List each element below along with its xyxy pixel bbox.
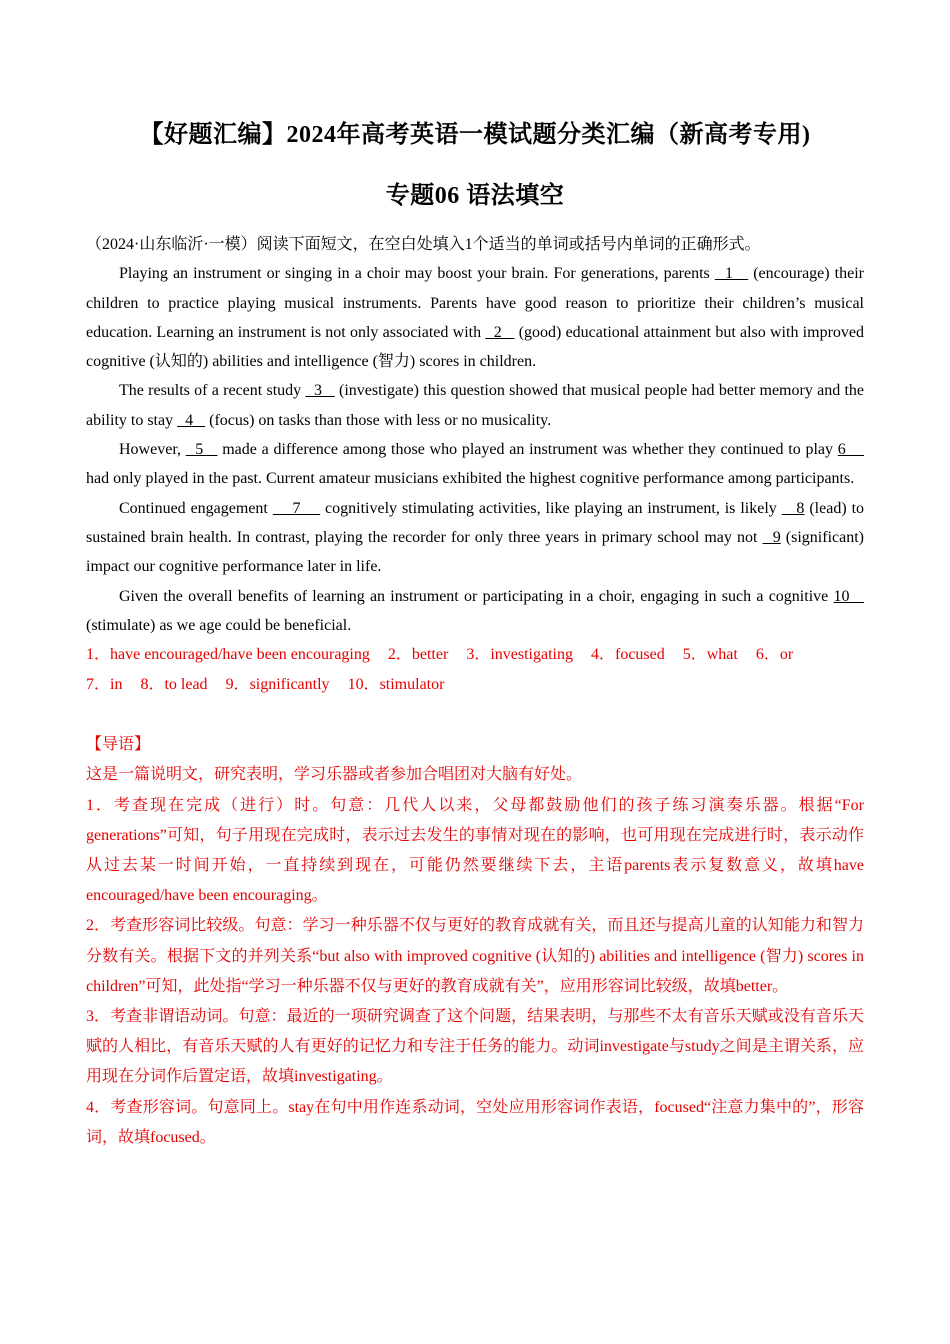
answer-item: 5．what (682, 646, 738, 664)
explanation-heading: 【导语】 (86, 736, 151, 754)
passage-paragraph-2: The results of a recent study 3 (investigate) this question showed that musical people had better memory and the ability to stay 4 (focus) on tasks than those with less or no musicality. (86, 382, 865, 429)
blank-7: 7 (272, 499, 321, 517)
answer-item: 6．or (755, 646, 794, 664)
answer-item: 4．focused (590, 646, 665, 664)
passage-paragraph-5: Given the overall benefits of learning an instrument or participating in a choir, engaging in such a cognitive 10 (stimulate) as we age could be beneficial. (86, 587, 864, 634)
answer-item: 8．to lead (140, 676, 208, 694)
answer-item: 2．better (387, 646, 449, 664)
explanation-item-3: 3．考查非谓语动词。句意：最近的一项研究调查了这个问题，结果表明，与那些不太有音乐天赋或没有音乐天赋的人相比，有音乐天赋的人有更好的记忆力和专注于任务的能力。动词investigate与study之间是主谓关系，应用现在分词作后置定语，故填investigating。 (86, 1007, 864, 1086)
explanation-item-1: 1．考查现在完成（进行）时。句意：几代人以来，父母都鼓励他们的孩子练习演奏乐器。根据“For generations”可知，句子用现在完成时，表示过去发生的事情对现在的影响，也可用现在完成进行时，表示动作从过去某一时间开始，一直持续到现在，可能仍然要继续下去，主语parents表示复数意义，故填have encouraged/have been encouraging。 (86, 796, 864, 905)
explanation-item-4: 4．考查形容词。句意同上。stay在句中用作连系动词，空处应用形容词作表语，focused“注意力集中的”，形容词，故填focused。 (86, 1098, 864, 1146)
passage-paragraph-4: Continued engagement 7 cognitively stimulating activities, like playing an instrument, is likely 8 (lead) to sustained brain health. In contrast, playing the recorder for only three years in primary school may not 9 (significant) impact our cognitive performance later in life. (86, 499, 865, 576)
answer-item: 9．significantly (225, 676, 330, 694)
blank-9: 9 (762, 528, 781, 546)
answer-item: 1．have encouraged/have been encouraging (86, 646, 370, 664)
answer-item: 10．stimulator (347, 676, 445, 694)
answer-item: 3．investigating (466, 646, 573, 664)
answer-item: 7．in (86, 676, 123, 694)
blank-3: 3 (305, 382, 335, 400)
document-title: 【好题汇编】2024年高考英语一模试题分类汇编（新高考专用) (139, 122, 811, 148)
blank-10: 10 (833, 587, 864, 605)
blank-8: 8 (781, 499, 805, 517)
question-intro: （2024·山东临沂·一模）阅读下面短文，在空白处填入1个适当的单词或括号内单词的正确形式。 (86, 236, 761, 253)
explanation-item-2: 2．考查形容词比较级。句意：学习一种乐器不仅与更好的教育成就有关，而且还与提高儿童的认知能力和智力分数有关。根据下文的并列关系“but also with improved cognitive (认知的) abilities and intelligence (智力) scores in children”可知，此处指“学习一种乐器不仅与更好的教育成就有关”，应用形容词比较级，故填better。 (86, 917, 864, 995)
passage-paragraph-3: However, 5 made a difference among those who played an instrument was whether they continued to play 6 had only played in the past. Current amateur musicians exhibited the highest cognitive performance among participants. (86, 441, 865, 488)
answer-key (86, 640, 864, 700)
blank-6: 6 (837, 441, 865, 459)
topic-subtitle: 专题06 语法填空 (385, 183, 565, 209)
blank-5: 5 (185, 441, 218, 459)
passage-paragraph-1: Playing an instrument or singing in a choir may boost your brain. For generations, parents 1 (encourage) their children to practice playing musical instruments. Parents have good reason to prioritize their children’s musical education. Learning an instrument is not only associated with 2 (good) educational attainment but also with improved cognitive (认知的) abilities and intelligence (智力) scores in children. (86, 265, 864, 371)
blank-2: 2 (485, 323, 515, 341)
blank-1: 1 (714, 265, 749, 283)
content-body (86, 230, 864, 1153)
blank-4: 4 (177, 411, 206, 429)
explanation-summary: 这是一篇说明文，研究表明，学习乐器或者参加合唱团对大脑有好处。 (86, 766, 583, 784)
